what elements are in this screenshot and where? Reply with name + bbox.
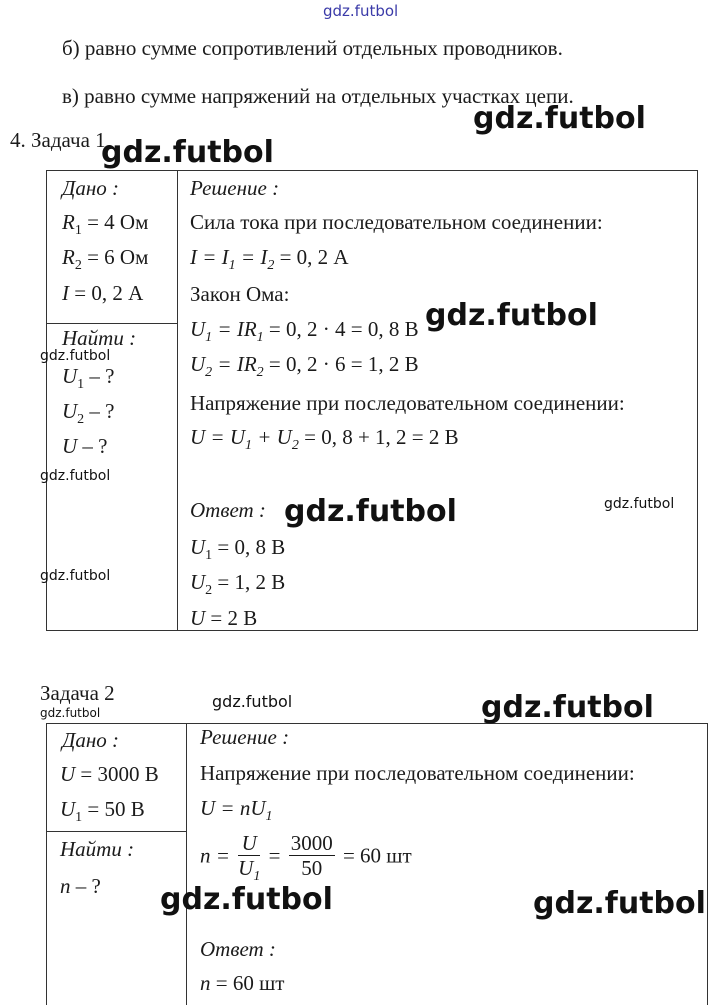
intro-line-b: б) равно сумме сопротивлений отдельных проводников. bbox=[62, 36, 563, 60]
task2-given-u: U = 3000 В bbox=[60, 762, 159, 786]
watermark-top: gdz.futbol bbox=[323, 2, 399, 20]
task1-given-i: I = 0, 2 А bbox=[62, 281, 144, 305]
fraction-symbolic: $\frac{U}{U_1}$ bbox=[238, 831, 261, 884]
task1-answer-u: U = 2 В bbox=[190, 606, 258, 630]
task1-find-label: Найти : bbox=[62, 326, 137, 350]
intro-line-v: в) равно сумме напряжений на отдельных участках цепи. bbox=[62, 84, 574, 108]
watermark: gdz.futbol bbox=[473, 101, 646, 136]
task2-eq-u: $U = nU_1$ bbox=[200, 796, 273, 824]
task1-answer-u2: $U_2 = 1$, 2 В bbox=[190, 570, 286, 598]
task2-find-n: n – ? bbox=[60, 874, 101, 898]
task2-solution-label: Решение : bbox=[200, 725, 290, 749]
task1-eq-u1: $U_1 = IR_1 = 0$, 2 · 4 = 0, 8 В bbox=[190, 317, 419, 345]
watermark: gdz.futbol bbox=[533, 886, 706, 921]
fraction-numeric: $\frac{3000}{50}$ bbox=[290, 831, 333, 880]
task1-given-r1: $R_1 = 4$ Ом bbox=[62, 210, 149, 238]
watermark: gdz.futbol bbox=[160, 882, 333, 917]
task2-heading: Задача 2 bbox=[40, 681, 115, 705]
task1-find-u2: $U_2$ – ? bbox=[62, 399, 115, 427]
watermark: gdz.futbol bbox=[481, 690, 654, 725]
task2-solution-text-1: Напряжение при последовательном соединении: bbox=[200, 761, 635, 785]
task2-given-label: Дано : bbox=[62, 728, 120, 752]
task1-eq-current: $I = I_1 = I_2 = 0$, 2 А bbox=[190, 245, 349, 273]
task2-answer-n: n = 60 шт bbox=[200, 971, 285, 995]
watermark: gdz.futbol bbox=[40, 468, 111, 484]
task2-find-label: Найти : bbox=[60, 837, 135, 861]
watermark: gdz.futbol bbox=[40, 348, 111, 364]
watermark: gdz.futbol bbox=[284, 494, 457, 529]
task1-answer-label: Ответ : bbox=[190, 498, 266, 522]
task1-solution-label: Решение : bbox=[190, 176, 280, 200]
task1-answer-u1: $U_1 = 0$, 8 В bbox=[190, 535, 286, 563]
task2-eq-n: n = $\frac{U}{U_1}$ = $\frac{3000}{50}$ = 60 шт bbox=[200, 831, 412, 884]
task2-given-u1: $U_1 = 50$ В bbox=[60, 797, 145, 825]
watermark: gdz.futbol bbox=[604, 496, 675, 512]
task1-find-u1: $U_1$ – ? bbox=[62, 364, 115, 392]
task2-answer-label: Ответ : bbox=[200, 937, 276, 961]
task1-given-r2: $R_2 = 6$ Ом bbox=[62, 245, 149, 273]
task1-given-label: Дано : bbox=[62, 176, 120, 200]
task1-solution-text-2: Закон Ома: bbox=[190, 282, 290, 306]
watermark: gdz.futbol bbox=[212, 692, 293, 711]
watermark: gdz.futbol bbox=[40, 706, 101, 720]
task1-eq-u2: $U_2 = IR_2 = 0$, 2 · 6 = 1, 2 В bbox=[190, 352, 419, 380]
watermark: gdz.futbol bbox=[101, 135, 274, 170]
task1-heading: 4. Задача 1 bbox=[10, 128, 106, 152]
task1-solution-text-1: Сила тока при последовательном соединении: bbox=[190, 210, 603, 234]
task1-solution-text-3: Напряжение при последовательном соединении: bbox=[190, 391, 625, 415]
task1-eq-total: $U = U_1 + U_2 = 0$, 8 + 1, 2 = 2 В bbox=[190, 425, 459, 453]
watermark: gdz.futbol bbox=[40, 568, 111, 584]
task1-find-u: U – ? bbox=[62, 434, 108, 458]
watermark: gdz.futbol bbox=[425, 298, 598, 333]
